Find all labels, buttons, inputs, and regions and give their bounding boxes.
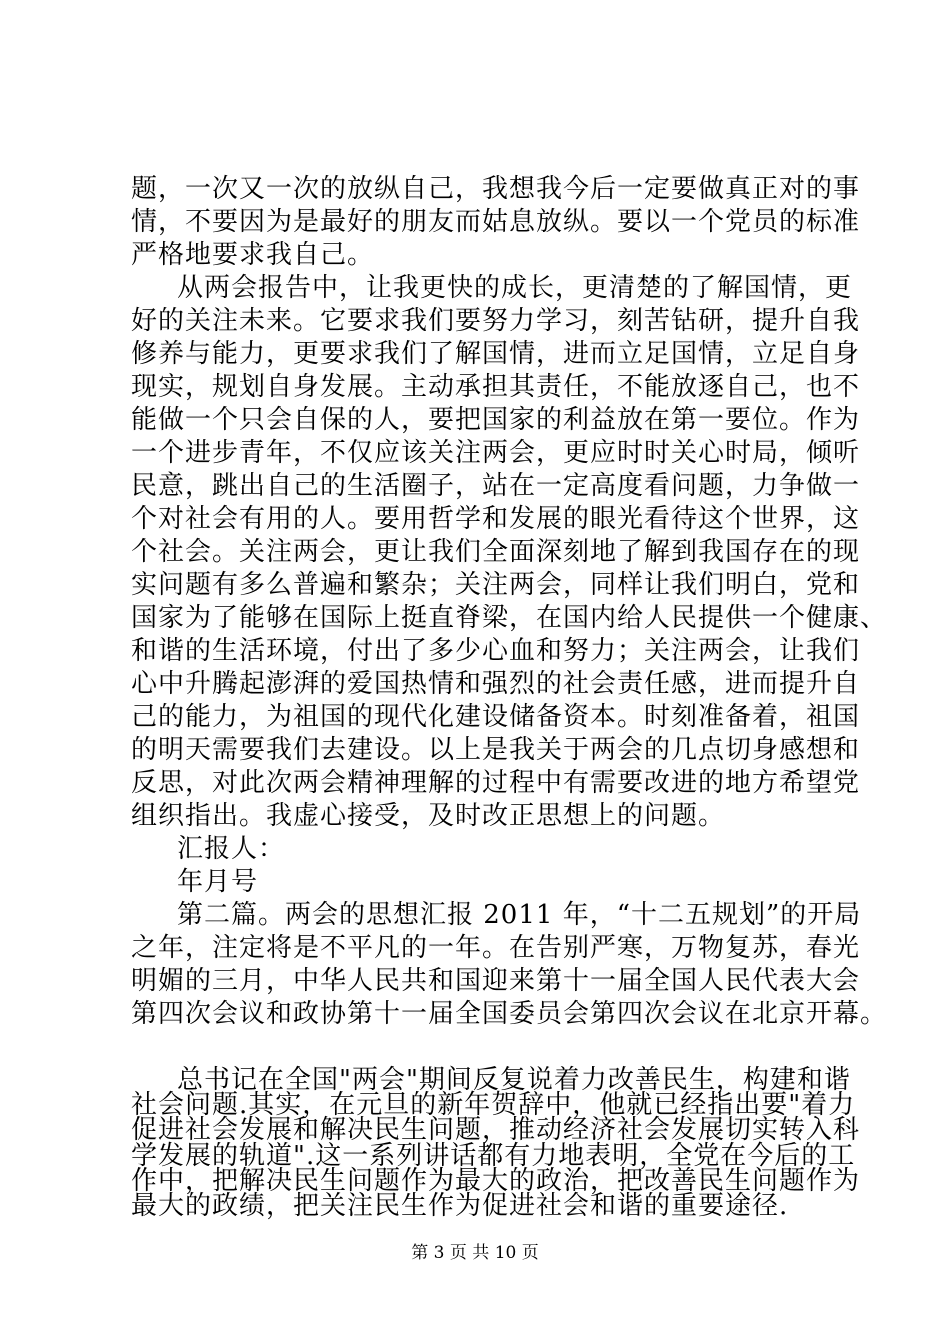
text-line: 严格地要求我自己。: [131, 240, 375, 270]
text-line: 题，一次又一次的放纵自己，我想我今后一定要做真正对的事: [131, 174, 861, 204]
reporter-label: 汇报人：: [177, 834, 286, 864]
text-line: 第四次会议和政协第十一届全国委员会第四次会议在北京开幕。: [131, 999, 888, 1029]
text-line: 国家为了能够在国际上挺直脊梁，在国内给人民提供一个健康、: [131, 603, 888, 633]
text-line: 实问题有多么普遍和繁杂；关注两会，同样让我们明白，党和: [131, 570, 861, 600]
text-line: 能做一个只会自保的人，要把国家的利益放在第一要位。作为: [131, 405, 861, 435]
text-line: 情，不要因为是最好的朋友而姑息放纵。要以一个党员的标准: [131, 207, 861, 237]
text-line: 现实，规划自身发展。主动承担其责任，不能放逐自己，也不: [131, 372, 861, 402]
text-line: 己的能力，为祖国的现代化建设储备资本。时刻准备着，祖国: [131, 702, 861, 732]
text-line: 作中，把解决民生问题作为最大的政治，把改善民生问题作为: [131, 1166, 861, 1196]
text-line: 和谐的生活环境，付出了多少心血和努力；关注两会，让我们: [131, 636, 861, 666]
text-line: 的明天需要我们去建设。以上是我关于两会的几点切身感想和: [131, 735, 861, 765]
paragraph-first-line: 第二篇。两会的思想汇报 2011 年，“十二五规划”的开局: [177, 900, 862, 930]
text-line: 社会问题.其实，在元旦的新年贺辞中，他就已经指出要"着力: [131, 1090, 856, 1120]
paragraph-first-line: 从两会报告中，让我更快的成长，更清楚的了解国情，更: [177, 273, 853, 303]
text-line: 促进社会发展和解决民生问题，推动经济社会发展切实转入科: [131, 1115, 861, 1145]
paragraph-first-line: 总书记在全国"两会"期间反复说着力改善民生，构建和谐: [177, 1065, 851, 1095]
text-line: 一个进步青年，不仅应该关注两会，更应时时关心时局，倾听: [131, 438, 861, 468]
page-number-footer: 第 3 页 共 10 页: [411, 1243, 539, 1263]
text-line: 组织指出。我虚心接受，及时改正思想上的问题。: [131, 801, 726, 831]
text-line: 反思，对此次两会精神理解的过程中有需要改进的地方希望党: [131, 768, 861, 798]
text-line: 好的关注未来。它要求我们要努力学习，刻苦钻研，提升自我: [131, 306, 861, 336]
text-line: 心中升腾起澎湃的爱国热情和强烈的社会责任感，进而提升自: [131, 669, 861, 699]
text-line: 明媚的三月，中华人民共和国迎来第十一届全国人民代表大会: [131, 966, 861, 996]
text-line: 之年，注定将是不平凡的一年。在告别严寒，万物复苏，春光: [131, 933, 861, 963]
date-label: 年月号: [177, 867, 259, 897]
text-line: 修养与能力，更要求我们了解国情，进而立足国情，立足自身: [131, 339, 861, 369]
text-line: 个对社会有用的人。要用哲学和发展的眼光看待这个世界，这: [131, 504, 861, 534]
text-line: 学发展的轨道".这一系列讲话都有力地表明，全党在今后的工: [131, 1141, 856, 1171]
text-line: 个社会。关注两会，更让我们全面深刻地了解到我国存在的现: [131, 537, 861, 567]
text-line: 最大的政绩，把关注民生作为促进社会和谐的重要途径.: [131, 1191, 789, 1221]
text-line: 民意，跳出自己的生活圈子，站在一定高度看问题，力争做一: [131, 471, 861, 501]
